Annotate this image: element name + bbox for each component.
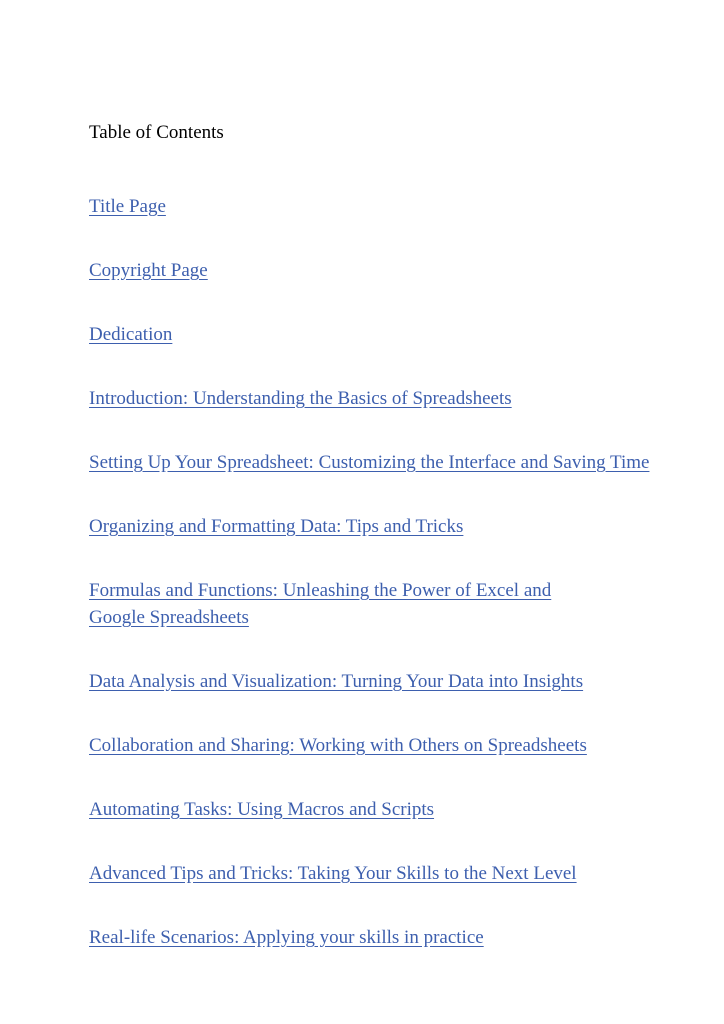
toc-link-automating[interactable]: Automating Tasks: Using Macros and Scripts [89,799,435,820]
toc-link-data-analysis[interactable]: Data Analysis and Visualization: Turning Your Data into Insights [89,671,584,692]
toc-link-introduction[interactable]: Introduction: Understanding the Basics of Spreadsheets [89,388,512,409]
toc-link-real-life[interactable]: Real-life Scenarios: Applying your skills in practice [89,927,484,948]
toc-link-formulas[interactable]: Formulas and Functions: Unleashing the Power of Excel and Google Spreadsheets [89,580,552,628]
toc-link-copyright-page[interactable]: Copyright Page [89,260,208,281]
toc-link-organizing[interactable]: Organizing and Formatting Data: Tips and Tricks [89,516,464,537]
toc-link-dedication[interactable]: Dedication [89,324,173,345]
toc-link-title-page[interactable]: Title Page [89,196,166,217]
toc-link-setting-up[interactable]: Setting Up Your Spreadsheet: Customizing the Interface and Saving Time [89,452,650,473]
toc-link-collaboration[interactable]: Collaboration and Sharing: Working with Others on Spreadsheets [89,735,587,756]
toc-link-advanced-tips[interactable]: Advanced Tips and Tricks: Taking Your Skills to the Next Level [89,863,577,884]
toc-heading: Table of Contents [89,122,224,143]
